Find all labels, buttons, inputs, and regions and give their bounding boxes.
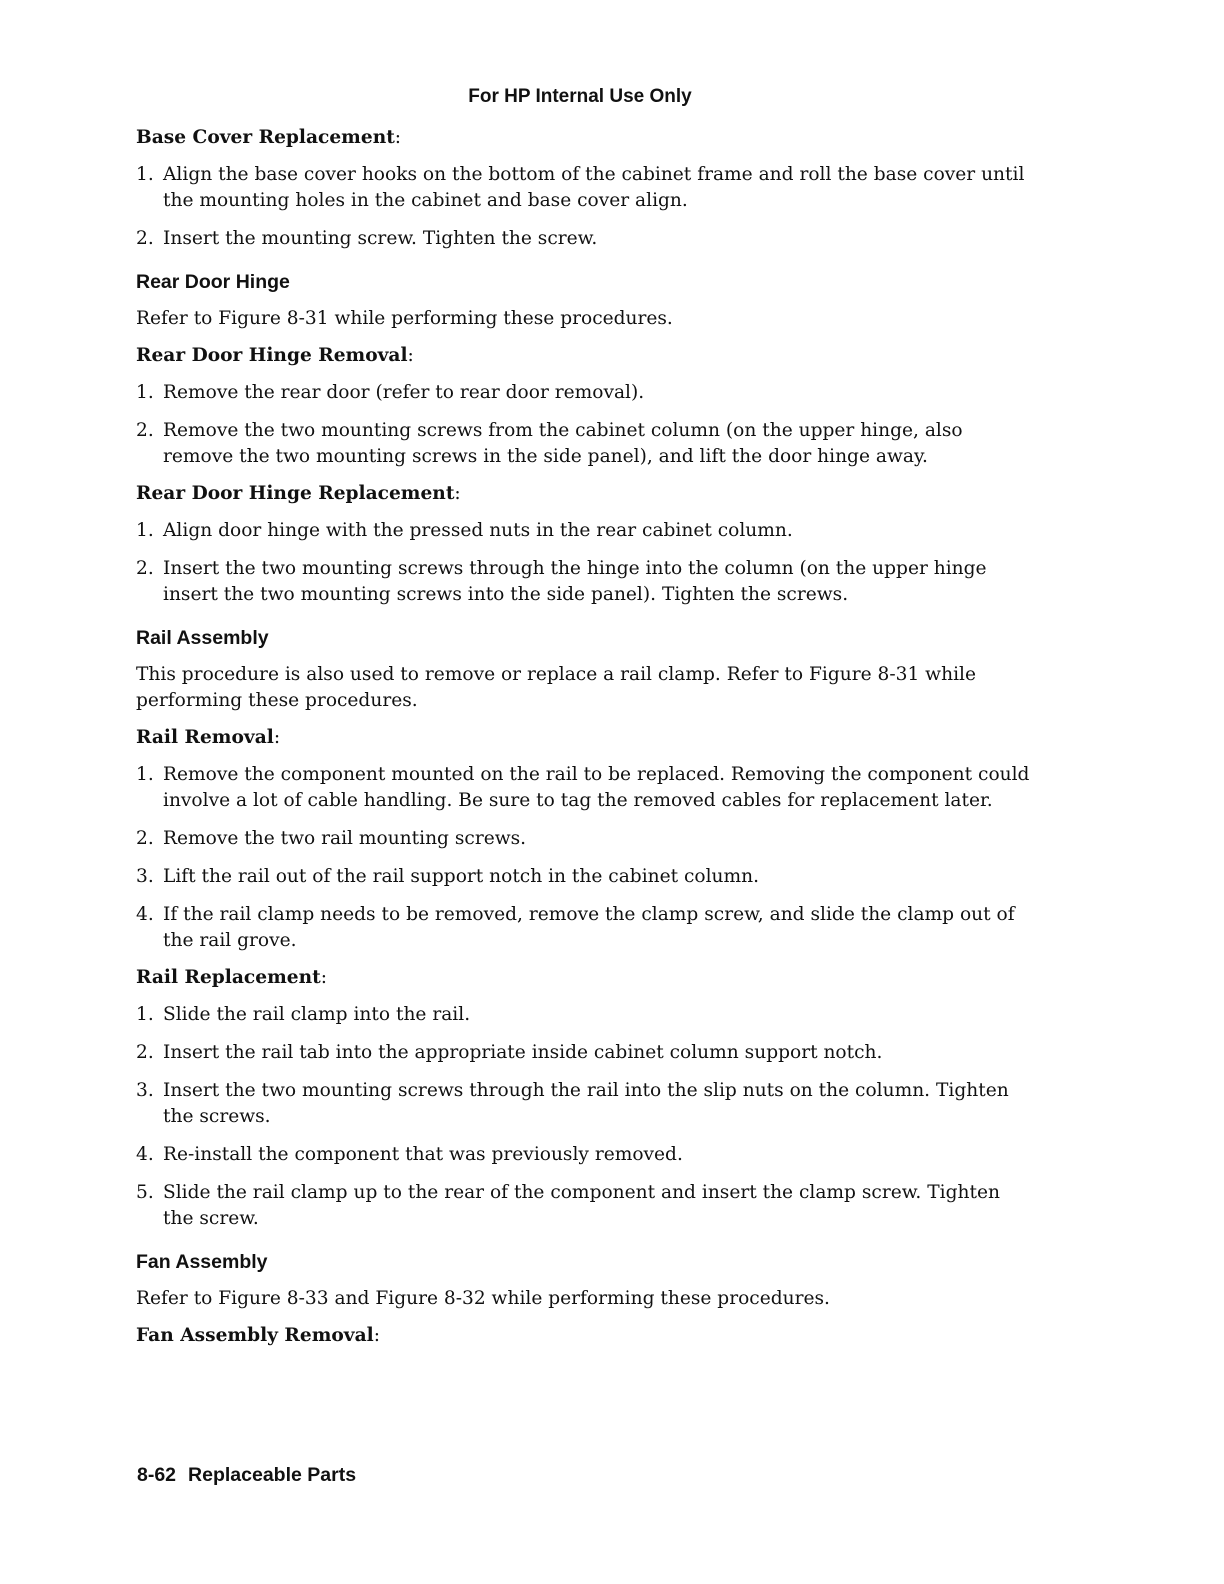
rail-removal-heading: Rail Removal: bbox=[136, 727, 281, 748]
page-content bbox=[136, 125, 1036, 1360]
list-item: 2. Insert the mounting screw. Tighten the screw. bbox=[136, 228, 598, 249]
list-item: 1. Slide the rail clamp into the rail. bbox=[136, 1004, 471, 1025]
fan-assembly-intro: Refer to Figure 8-33 and Figure 8-32 while performing these procedures. bbox=[136, 1288, 830, 1309]
fan-assembly-title: Fan Assembly bbox=[136, 1251, 268, 1273]
list-item: 3. Lift the rail out of the rail support notch in the cabinet column. bbox=[136, 866, 760, 887]
list-item: 2. Insert the rail tab into the appropriate inside cabinet column support notch. bbox=[136, 1042, 883, 1063]
rail-replacement-heading: Rail Replacement: bbox=[136, 967, 327, 988]
rear-door-hinge-removal-heading: Rear Door Hinge Removal: bbox=[136, 345, 414, 366]
list-item: 2. Remove the two rail mounting screws. bbox=[136, 828, 527, 849]
page-number: 8-62 bbox=[137, 1464, 177, 1486]
list-item: 2. Remove the two mounting screws from the cabinet column (on the upper hinge, also remove the two mounting screws in the side panel), and lift the door hinge away. bbox=[136, 420, 963, 467]
base-cover-replacement-heading: Base Cover Replacement: bbox=[136, 127, 402, 148]
rear-door-hinge-replacement-steps bbox=[136, 518, 1036, 608]
rear-door-hinge-replacement-heading: Rear Door Hinge Replacement: bbox=[136, 483, 461, 504]
footer-section-title: Replaceable Parts bbox=[188, 1464, 357, 1486]
rail-replacement-steps bbox=[136, 1002, 1036, 1232]
internal-use-banner: For HP Internal Use Only bbox=[468, 86, 692, 107]
list-item: 3. Insert the two mounting screws through the rail into the slip nuts on the column. Tighten the screws. bbox=[136, 1080, 1009, 1127]
base-cover-replacement-steps bbox=[136, 162, 1036, 252]
list-item: 1. Remove the component mounted on the rail to be replaced. Removing the component could involve a lot of cable handling. Be sure to tag the removed cables for replacement later. bbox=[136, 764, 1030, 811]
page-footer bbox=[137, 1464, 356, 1487]
list-item: 1. Align door hinge with the pressed nuts in the rear cabinet column. bbox=[136, 520, 793, 541]
rear-door-hinge-title: Rear Door Hinge bbox=[136, 271, 290, 293]
list-item: 5. Slide the rail clamp up to the rear of the component and insert the clamp screw. Tighten the screw. bbox=[136, 1182, 1000, 1229]
fan-assembly-removal-heading: Fan Assembly Removal: bbox=[136, 1325, 380, 1346]
list-item: 1. Remove the rear door (refer to rear door removal). bbox=[136, 382, 645, 403]
rail-assembly-title: Rail Assembly bbox=[136, 627, 269, 649]
rear-door-hinge-intro: Refer to Figure 8-31 while performing these procedures. bbox=[136, 308, 673, 329]
rail-removal-steps bbox=[136, 762, 1036, 954]
list-item: 2. Insert the two mounting screws through the hinge into the column (on the upper hinge insert the two mounting screws into the side panel). Tighten the screws. bbox=[136, 558, 987, 605]
list-item: 1. Align the base cover hooks on the bottom of the cabinet frame and roll the base cover until the mounting holes in the cabinet and base cover align. bbox=[136, 164, 1025, 211]
rear-door-hinge-removal-steps bbox=[136, 380, 1036, 470]
rail-assembly-intro: This procedure is also used to remove or replace a rail clamp. Refer to Figure 8-31 while performing these procedures. bbox=[136, 664, 976, 711]
list-item: 4. Re-install the component that was previously removed. bbox=[136, 1144, 683, 1165]
list-item: 4. If the rail clamp needs to be removed, remove the clamp screw, and slide the clamp out of the rail grove. bbox=[136, 904, 1015, 951]
